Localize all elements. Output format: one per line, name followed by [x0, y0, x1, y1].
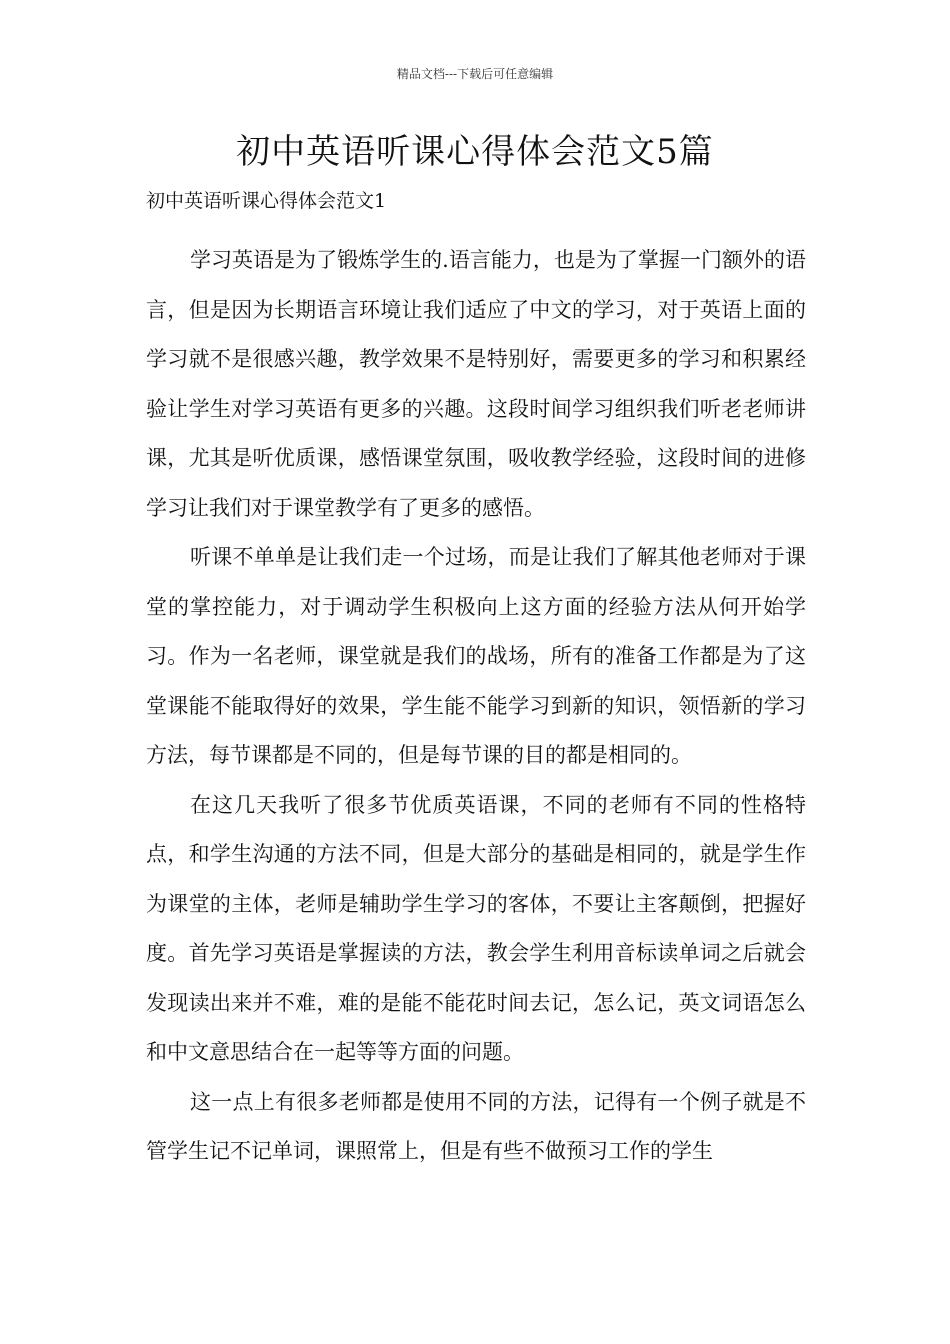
paragraph: 在这几天我听了很多节优质英语课，不同的老师有不同的性格特点，和学生沟通的方法不同，但是大部分的基础是相同的，就是学生作为课堂的主体，老师是辅助学生学习的客体，不要让主客颠倒，把握好度。首先学习英语是掌握读的方法，教会学生利用音标读单词之后就会发现读出来并不难，难的是能不能花时间去记，怎么记，英文词语怎么和中文意思结合在一起等等方面的问题。: [146, 792, 806, 1064]
paragraph: 这一点上有很多老师都是使用不同的方法，记得有一个例子就是不管学生记不记单词，课照常上，但是有些不做预习工作的学生: [146, 1089, 806, 1163]
section-heading: 初中英语听课心得体会范文1: [146, 190, 387, 212]
body-text: [146, 236, 806, 1177]
paragraph: 听课不单单是让我们走一个过场，而是让我们了解其他老师对于课堂的掌控能力，对于调动学生积极向上这方面的经验方法从何开始学习。作为一名老师，课堂就是我们的战场，所有的准备工作都是为了这堂课能不能取得好的效果，学生能不能学习到新的知识，领悟新的学习方法，每节课都是不同的，但是每节课的目的都是相同的。: [146, 545, 806, 767]
document-title: 初中英语听课心得体会范文5篇: [236, 132, 714, 172]
paragraph: 学习英语是为了锻炼学生的.语言能力，也是为了掌握一门额外的语言，但是因为长期语言环境让我们适应了中文的学习，对于英语上面的学习就不是很感兴趣，教学效果不是特别好，需要更多的学习和积累经验让学生对学习英语有更多的兴趣。这段时间学习组织我们听老老师讲课，尤其是听优质课，感悟课堂氛围，吸收教学经验，这段时间的进修学习让我们对于课堂教学有了更多的感悟。: [146, 248, 806, 520]
header-note: 精品文档---下载后可任意编辑: [396, 67, 554, 81]
